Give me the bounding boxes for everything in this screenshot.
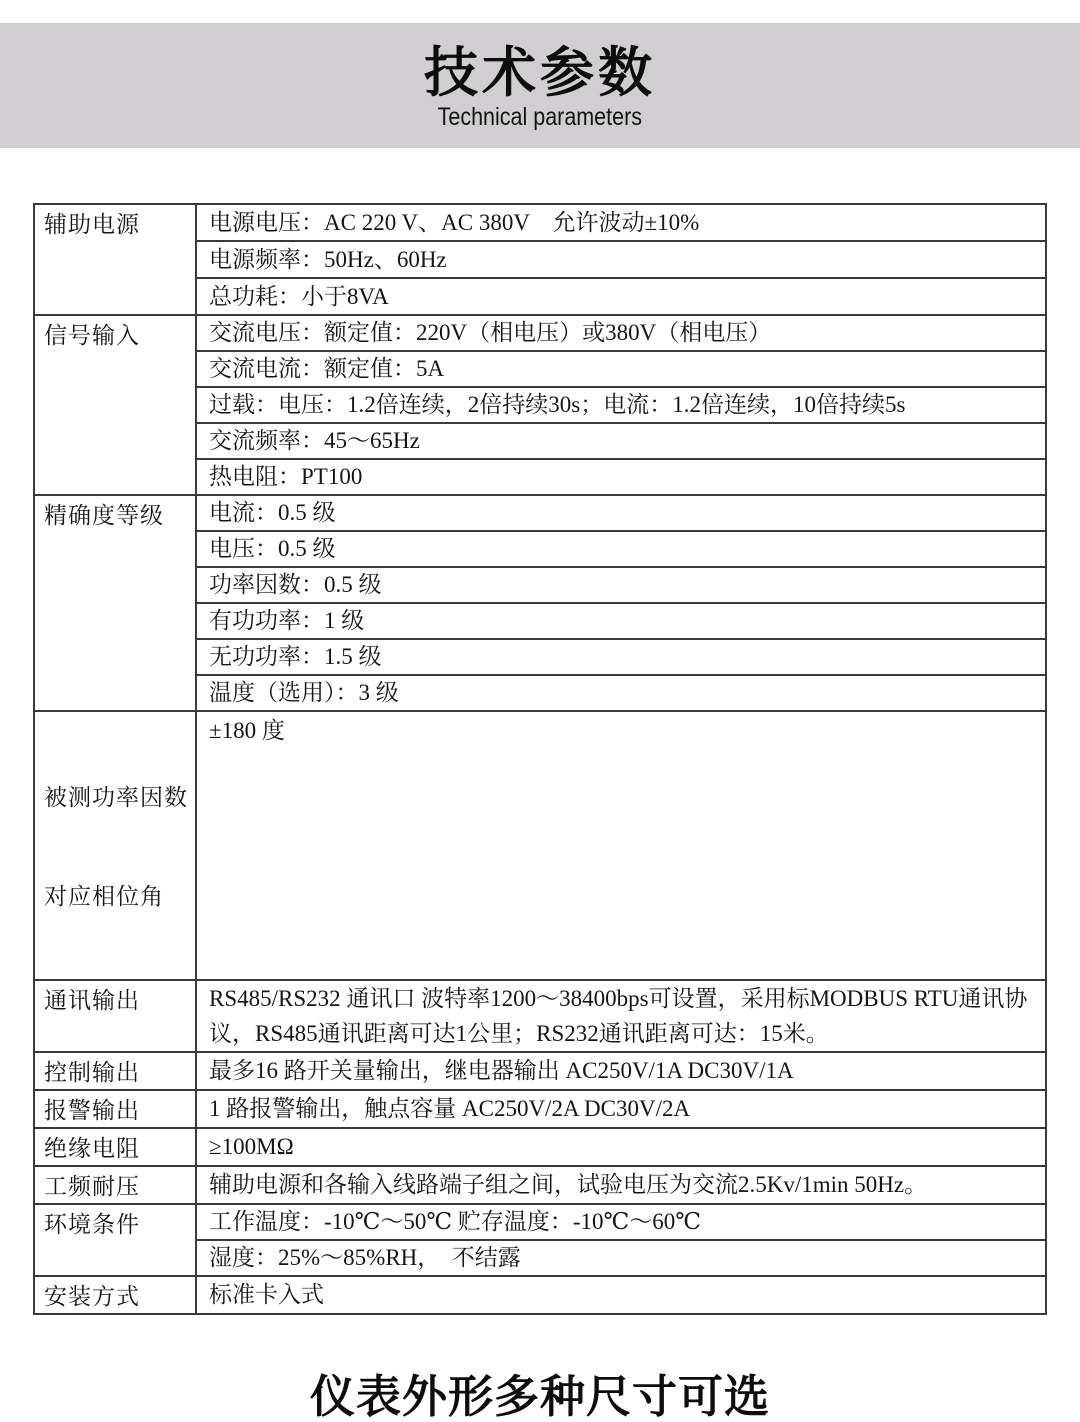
- spec-value: RS485/RS232 通讯口 波特率1200～38400bps可设置，采用标MODBUS RTU通讯协议，RS485通讯距离可达1公里；RS232通讯距离可达：15米。: [196, 980, 1046, 1052]
- spec-value: 湿度：25%～85%RH， 不结露: [196, 1240, 1046, 1276]
- section-header-band: [0, 23, 1080, 148]
- spec-value: 功率因数：0.5 级: [196, 567, 1046, 603]
- section-footer-heading: 仪表外形多种尺寸可选: [309, 1371, 770, 1422]
- spec-value: 电源电压：AC 220 V、AC 380V 允许波动±10%: [196, 204, 1046, 241]
- table-row: [34, 1090, 1046, 1128]
- spec-value: ±180 度: [196, 711, 1046, 980]
- spec-value: 电源频率：50Hz、60Hz: [196, 241, 1046, 278]
- spec-value: 电流：0.5 级: [196, 495, 1046, 531]
- spec-value: 总功耗：小于8VA: [196, 278, 1046, 315]
- table-row: [34, 1166, 1046, 1204]
- spec-label: 通讯输出: [34, 980, 196, 1052]
- spec-value: 交流电流：额定值：5A: [196, 351, 1046, 387]
- spec-value: 有功功率：1 级: [196, 603, 1046, 639]
- spec-label-line2: 对应相位角: [44, 884, 164, 909]
- spec-value: 交流电压：额定值：220V（相电压）或380V（相电压）: [196, 315, 1046, 351]
- spec-label: 报警输出: [34, 1090, 196, 1128]
- spec-label: 安装方式: [34, 1276, 196, 1314]
- spec-value: ≥100MΩ: [196, 1128, 1046, 1166]
- spec-value: 温度（选用）：3 级: [196, 675, 1046, 711]
- spec-value: 热电阻：PT100: [196, 459, 1046, 495]
- spec-value: 辅助电源和各输入线路端子组之间，试验电压为交流2.5Kv/1min 50Hz。: [196, 1166, 1046, 1204]
- spec-label: 信号输入: [34, 315, 196, 495]
- spec-value: 工作温度：-10℃～50℃ 贮存温度：-10℃～60℃: [196, 1204, 1046, 1240]
- spec-value: 电压：0.5 级: [196, 531, 1046, 567]
- table-row: [34, 1204, 1046, 1240]
- table-row: [34, 1052, 1046, 1090]
- spec-value: 1 路报警输出，触点容量 AC250V/2A DC30V/2A: [196, 1090, 1046, 1128]
- spec-value: 过载：电压：1.2倍连续，2倍持续30s；电流：1.2倍连续，10倍持续5s: [196, 387, 1046, 423]
- table-row: [34, 980, 1046, 1052]
- spec-value: 标准卡入式: [196, 1276, 1046, 1314]
- spec-label: [34, 711, 196, 980]
- spec-table-wrapper: [33, 203, 1047, 1315]
- table-row: [34, 1276, 1046, 1314]
- table-row: [34, 204, 1046, 241]
- spec-label-line1: 被测功率因数: [44, 785, 188, 810]
- spec-value: 无功功率：1.5 级: [196, 639, 1046, 675]
- spec-table: [33, 203, 1047, 1315]
- spec-label: 精确度等级: [34, 495, 196, 711]
- table-row: [34, 1128, 1046, 1166]
- spec-value: 交流频率：45～65Hz: [196, 423, 1046, 459]
- table-row: [34, 495, 1046, 531]
- table-row: [34, 315, 1046, 351]
- spec-label: 环境条件: [34, 1204, 196, 1276]
- spec-label: 控制输出: [34, 1052, 196, 1090]
- page-subtitle: Technical parameters: [437, 103, 643, 131]
- spec-label: 辅助电源: [34, 204, 196, 315]
- spec-label: 工频耐压: [34, 1166, 196, 1204]
- page-title: 技术参数: [424, 43, 656, 103]
- spec-label: 绝缘电阻: [34, 1128, 196, 1166]
- table-row: [34, 711, 1046, 980]
- spec-value: 最多16 路开关量输出，继电器输出 AC250V/1A DC30V/1A: [196, 1052, 1046, 1090]
